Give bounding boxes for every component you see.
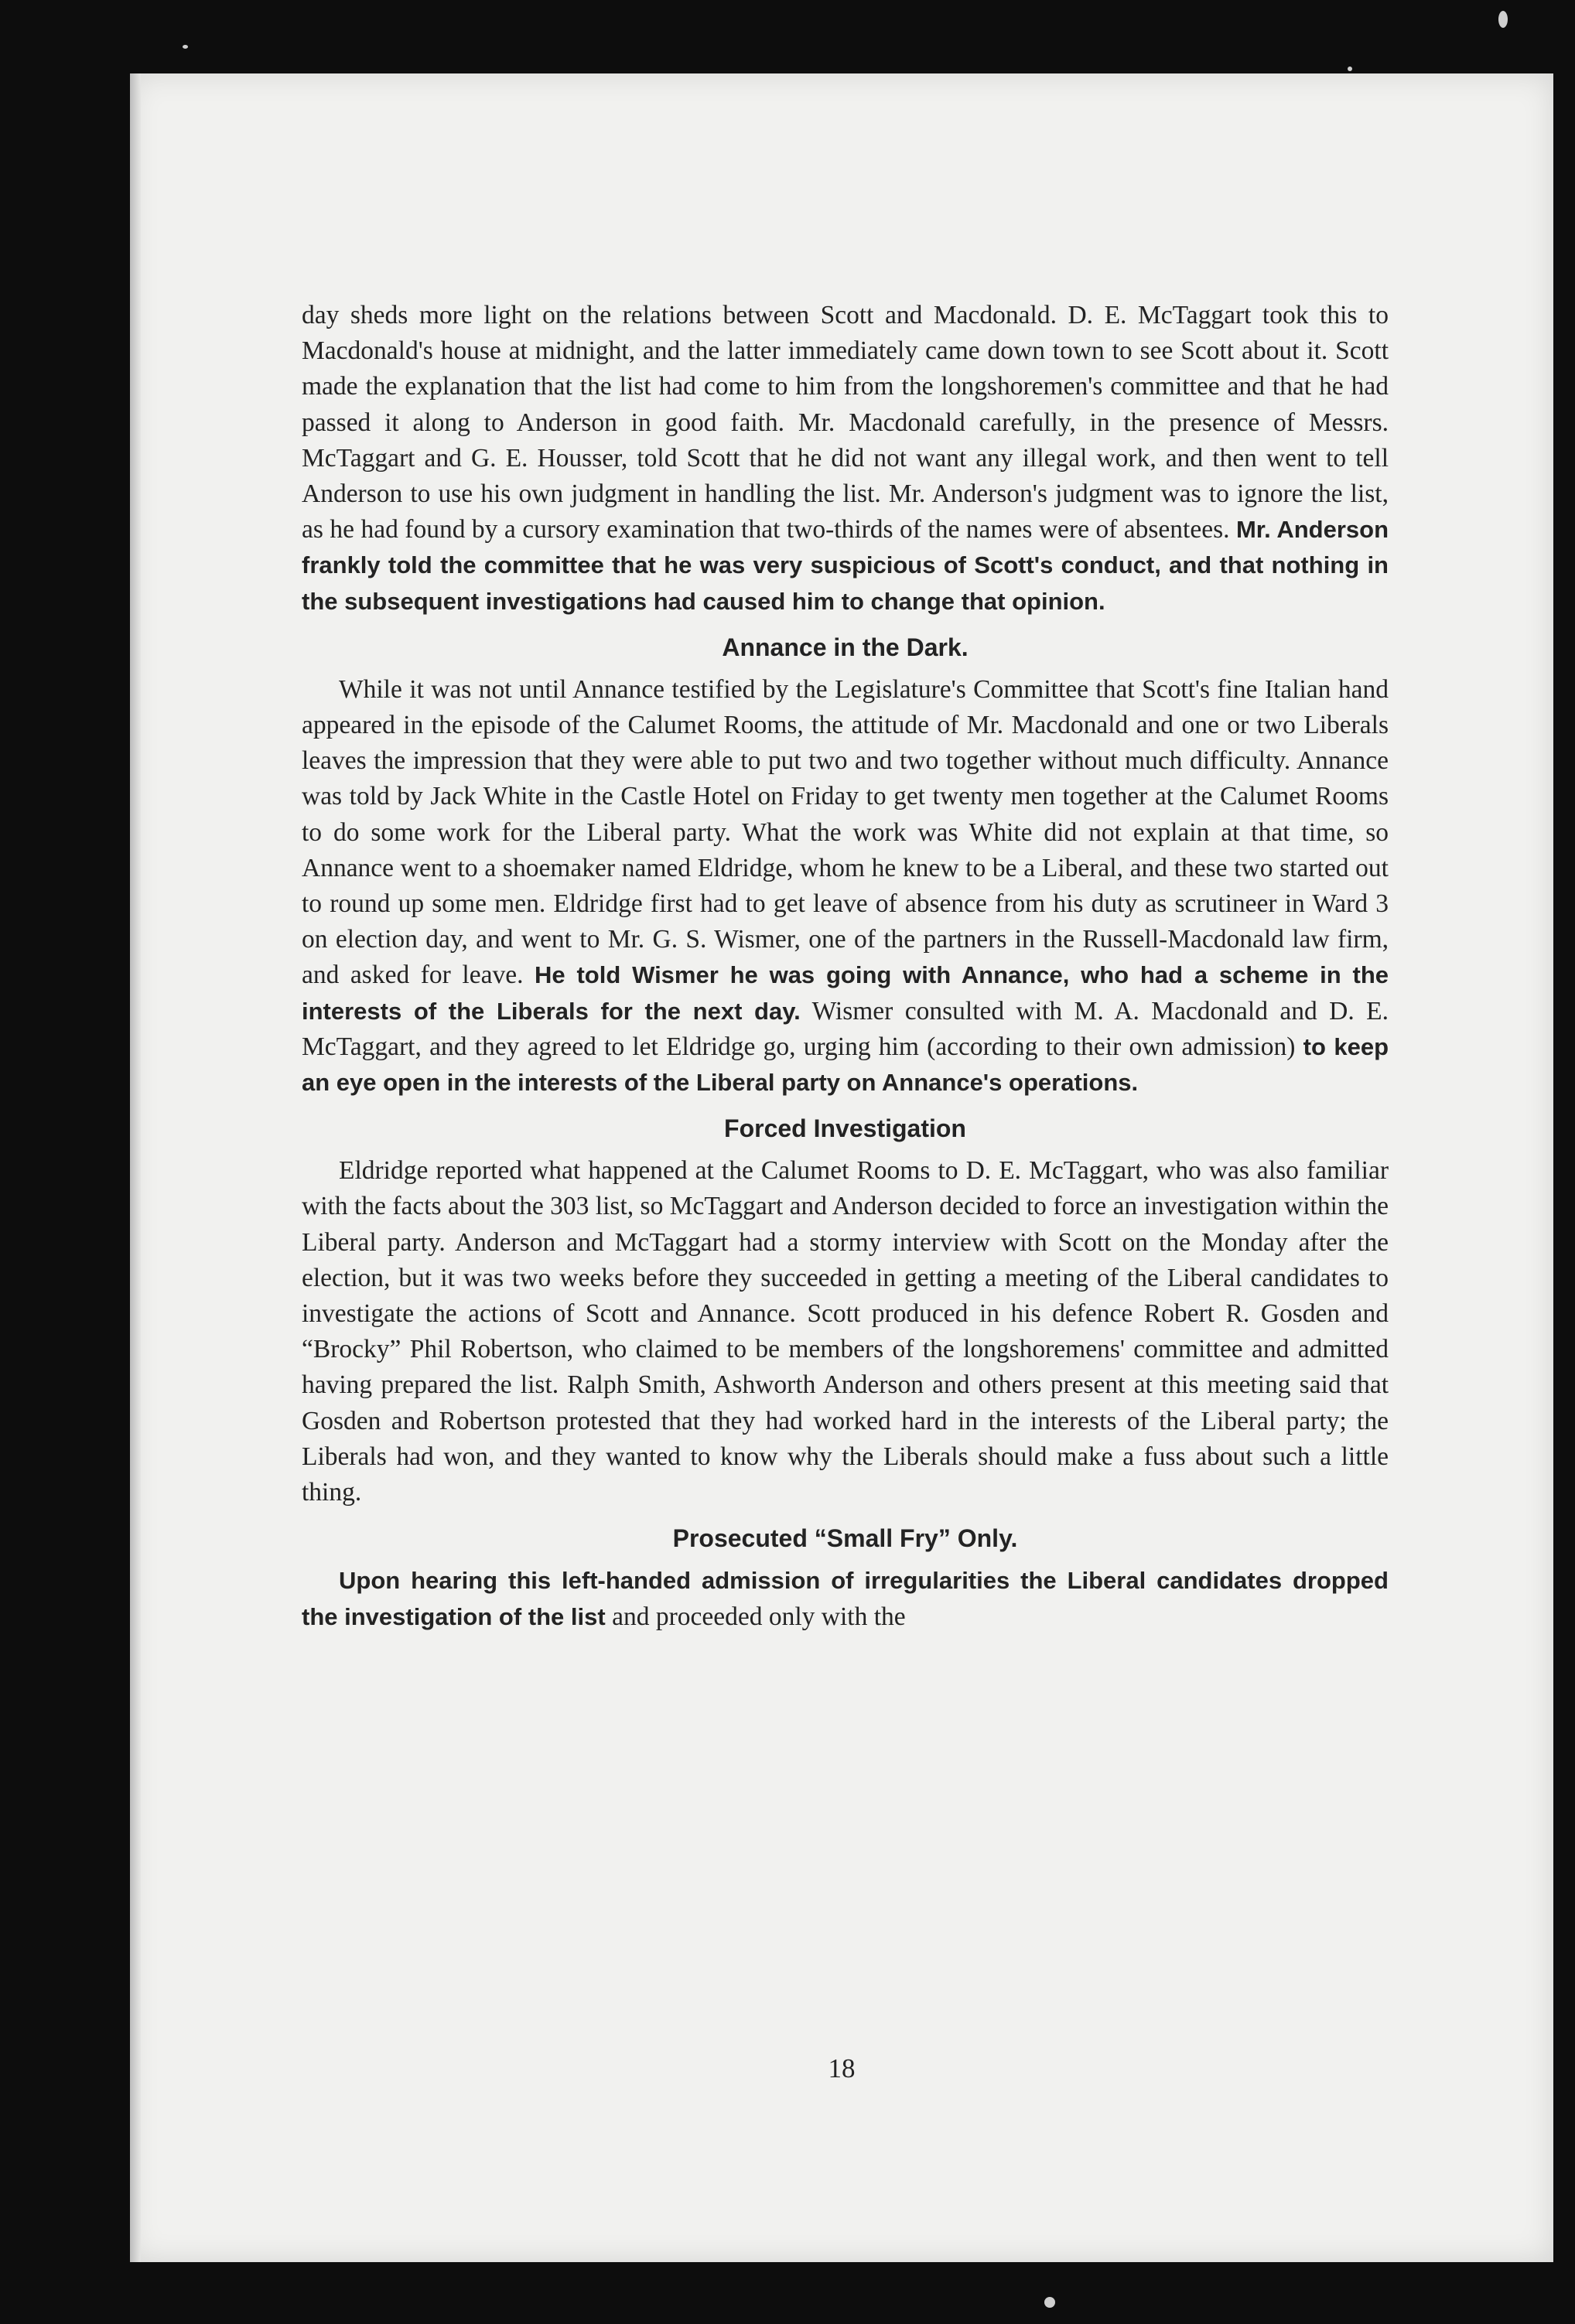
paragraph	[302, 672, 1389, 1101]
bold-text: Upon hearing this left-handed admission of irregularities the Liberal candidates dropped the investigation of the list	[302, 1567, 1389, 1630]
bold-text: Mr. Anderson frankly told the committee that he was very suspicious of Scott's conduct, and that nothing in the subsequent investigations had caused him to change that opinion.	[302, 516, 1389, 615]
section-heading: Forced Investigation	[724, 1114, 966, 1143]
paragraph-text: day sheds more light on the relations between Scott and Macdonald. D. E. McTaggart took this to Macdonald's house at midnight, and the latter immediately came down town to see Scott about it. Scott made the explanation that the list had come to him from the longshoremen's committee and that he had passed it along to Anderson in good faith. Mr. Macdonald carefully, in the presence of Messrs. McTaggart and G. E. Housser, told Scott that he did not want any illegal work, and then went to tell Anderson to use his own judgment in handling the list. Mr. Anderson's judgment was to ignore the list, as he had found by a cursory examination that two-thirds of the names were of absentees.	[302, 301, 1389, 544]
bold-text: to keep an eye open in the interests of the Liberal party on Annance's operations.	[302, 1032, 1389, 1097]
scan-speck	[183, 45, 188, 49]
document-page	[130, 73, 1553, 2262]
paragraph	[302, 298, 1389, 619]
scan-speck	[1498, 11, 1508, 28]
bold-text: He told Wismer he was going with Annance, who had a scheme in the interests of the Liberals for the next day.	[302, 961, 1389, 1025]
paragraph	[302, 1563, 1389, 1634]
paragraph-text: While it was not until Annance testified by the Legislature's Committee that Scott's fine Italian hand appeared in the episode of the Calumet Rooms, the attitude of Mr. Macdonald and one or two Liberals leaves the impression that they were able to put two and two together without much difficulty. Annance was told by Jack White in the Castle Hotel on Friday to get twenty men together at the Calumet Rooms to do some work for the Liberal party. What the work was White did not explain at that time, so Annance went to a shoemaker named Eldridge, whom he knew to be a Liberal, and these two started out to round up some men. Eldridge first had to get leave of absence from his duty as scrutineer in Ward 3 on election day, and went to Mr. G. S. Wismer, one of the partners in the Russell-Macdonald law firm, and asked for leave.	[302, 674, 1389, 990]
page-text	[302, 298, 1389, 1635]
page-number: 18	[828, 2053, 856, 2083]
scan-speck	[1348, 67, 1352, 71]
section-heading: Prosecuted “Small Fry” Only.	[672, 1524, 1018, 1553]
page-edge	[130, 73, 141, 2262]
paragraph-text: Wismer consulted with M. A. Macdonald and D. E. McTaggart, and they agreed to let Eldridge go, urging him (according to their own admission)	[302, 996, 1389, 1061]
paragraph-text: Eldridge reported what happened at the Calumet Rooms to D. E. McTaggart, who was also familiar with the facts about the 303 list, so McTaggart and Anderson decided to force an investigation within the Liberal party. Anderson and McTaggart had a stormy interview with Scott on the Monday after the election, but it was two weeks before they succeeded in getting a meeting of the Liberal candidates to investigate the actions of Scott and Annance. Scott produced in his defence Robert R. Gosden and “Brocky” Phil Robertson, who claimed to be members of the longshoremens' committee and admitted having prepared the list. Ralph Smith, Ashworth Anderson and others present at this meeting said that Gosden and Robertson protested that they had worked hard in the interests of the Liberal party; the Liberals had won, and they wanted to know why the Liberals should make a fuss about such a little thing.	[302, 1156, 1389, 1507]
section-heading: Annance in the Dark.	[722, 633, 969, 661]
paragraph	[302, 1153, 1389, 1510]
paragraph-text: and proceeded only with the	[612, 1602, 906, 1631]
scan-speck	[1044, 2297, 1055, 2308]
